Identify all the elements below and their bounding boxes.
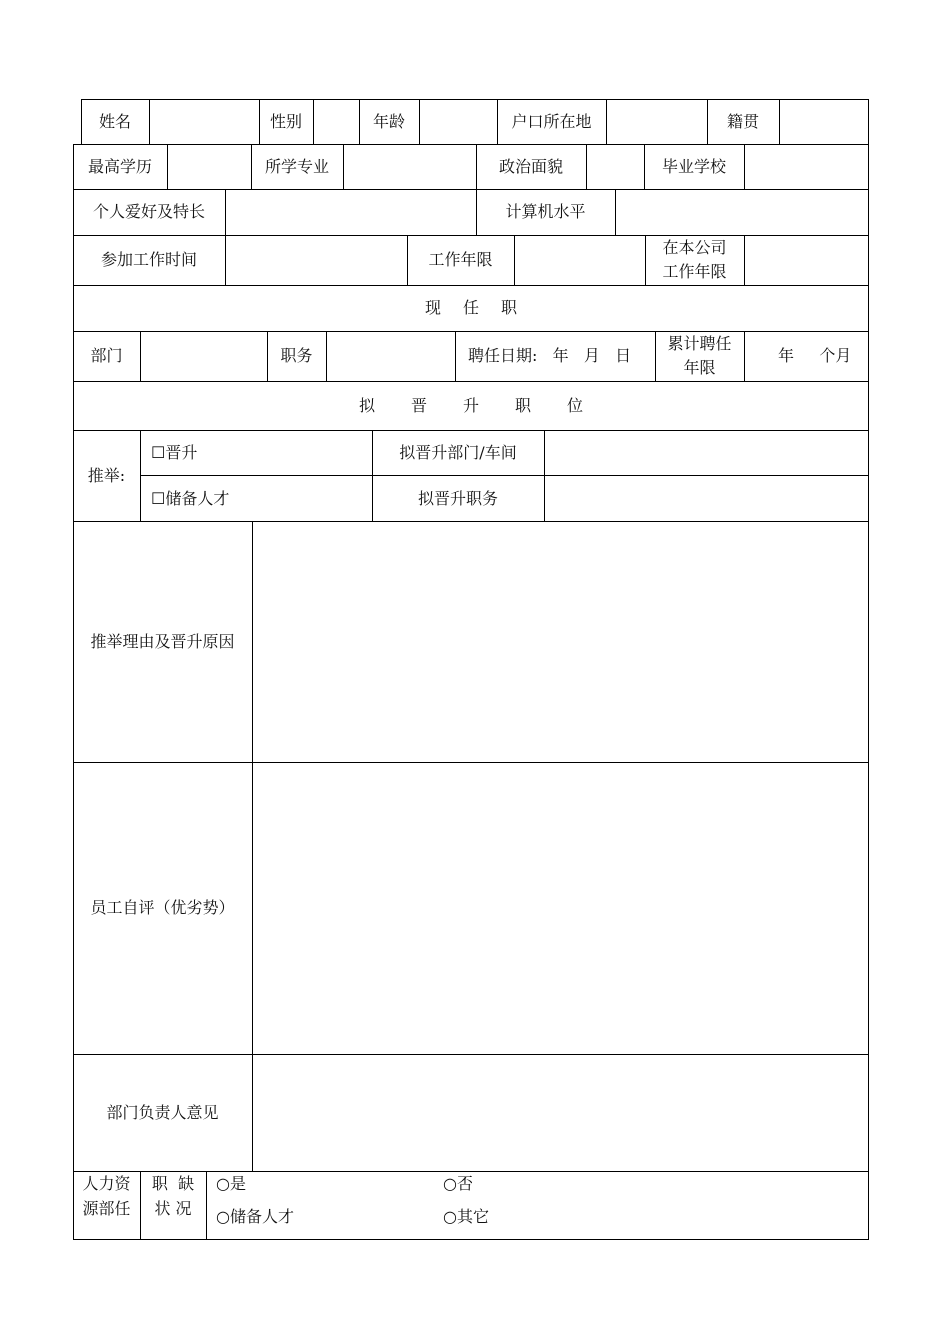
target-position-label: 拟晋升职务 [417,489,498,508]
promote-checkbox[interactable]: ☐晋升 [151,443,198,462]
position-label: 职务 [280,346,313,365]
start-work-label: 参加工作时间 [100,250,197,269]
company-years-label-2: 工作年限 [662,262,727,281]
target-dept-label: 拟晋升部门/车间 [399,443,517,462]
dept-field[interactable] [141,332,267,381]
native-place-label: 籍贯 [726,112,759,131]
gender-field[interactable] [314,100,359,144]
border-line [140,430,141,521]
border-line [73,381,869,382]
border-line [73,285,869,286]
hr-label-1: 人力资 [82,1174,131,1193]
reason-label: 推举理由及晋升原因 [90,632,235,651]
proposed-position-header: 拟晋升职位 [358,396,619,415]
target-dept-field[interactable] [545,431,868,475]
position-field[interactable] [327,332,455,381]
major-label: 所学专业 [264,157,329,176]
border-line [455,331,456,381]
native-place-field[interactable] [780,100,868,144]
work-years-field[interactable] [515,236,645,285]
hukou-label: 户口所在地 [511,112,592,131]
major-field[interactable] [344,145,476,189]
hr-label-2: 源部任 [82,1199,131,1218]
border-line [744,331,745,381]
border-line [868,99,869,1240]
computer-level-field[interactable] [616,190,868,235]
hire-date-label: 聘任日期: 年 月 日 [468,346,632,365]
recommend-label: 推举: [87,466,126,485]
dept-opinion-label: 部门负责人意见 [106,1103,219,1122]
dept-opinion-textarea[interactable] [253,1055,868,1171]
border-line [73,1239,869,1240]
political-status-label: 政治面貌 [498,157,563,176]
vacancy-yes-radio[interactable]: ○是 [216,1174,246,1193]
computer-level-label: 计算机水平 [505,202,586,221]
school-field[interactable] [745,145,868,189]
border-line [206,1171,207,1240]
vacancy-label-1: 职 缺 [151,1174,195,1193]
school-label: 毕业学校 [661,157,726,176]
education-label: 最高学历 [87,157,152,176]
cumulative-years-label-1: 累计聘任 [667,334,732,353]
education-field[interactable] [168,145,251,189]
company-years-field[interactable] [745,236,868,285]
cumulative-years-value[interactable]: 年 个月 [778,346,852,365]
start-work-field[interactable] [226,236,407,285]
political-status-field[interactable] [587,145,644,189]
self-evaluation-label: 员工自评（优劣势） [90,898,235,917]
vacancy-label-2: 状 况 [154,1199,192,1218]
age-field[interactable] [420,100,497,144]
age-label: 年龄 [372,112,405,131]
gender-label: 性别 [269,112,302,131]
name-label: 姓名 [98,112,131,131]
cumulative-years-label-2: 年限 [683,358,716,377]
name-field[interactable] [150,100,259,144]
vacancy-no-radio[interactable]: ○否 [443,1174,473,1193]
dept-label: 部门 [90,346,123,365]
self-evaluation-textarea[interactable] [253,763,868,1054]
reason-textarea[interactable] [253,522,868,762]
vacancy-other-radio[interactable]: ○其它 [443,1207,489,1226]
work-years-label: 工作年限 [428,250,493,269]
reserve-talent-checkbox[interactable]: ☐储备人才 [151,489,230,508]
vacancy-reserve-radio[interactable]: ○储备人才 [216,1207,294,1226]
current-position-header: 现任职 [424,298,539,317]
hobby-label: 个人爱好及特长 [92,202,205,221]
hukou-field[interactable] [607,100,707,144]
target-position-field[interactable] [545,476,868,521]
company-years-label-1: 在本公司 [662,238,727,257]
hobby-field[interactable] [226,190,476,235]
